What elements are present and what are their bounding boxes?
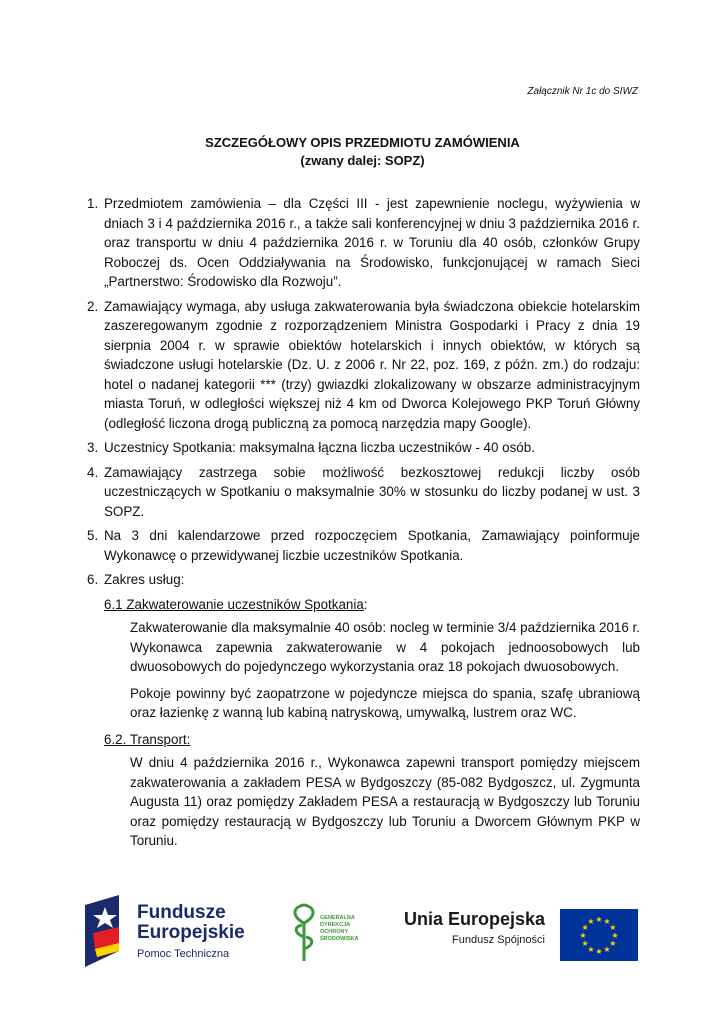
item-text: Uczestnicy Spotkania: maksymalna łączna liczba uczestników - 40 osób. — [104, 440, 535, 455]
title-line-1: SZCZEGÓŁOWY OPIS PRZEDMIOTU ZAMÓWIENIA — [205, 135, 520, 150]
list-item — [87, 297, 640, 434]
annex-label: Załącznik Nr 1c do SIWZ — [527, 86, 638, 97]
eu-flag — [560, 909, 638, 961]
gdos-line-3: OCHRONY — [320, 929, 349, 935]
subsection-heading-text: 6.1 Zakwaterowanie uczestników Spotkania — [104, 596, 364, 612]
list-item — [87, 526, 640, 565]
eu-star-icon: ★ — [595, 947, 603, 956]
item-text: Zamawiający zastrzega sobie możliwość bezkosztowej redukcji liczby osób uczestniczących w Spotkaniu o maksymalnie 30% w stosunku do liczby podanej w ust. 3 SOPZ. — [104, 464, 640, 519]
fundusze-europejskie-logo — [85, 895, 255, 967]
ue-line-2: Fundusz Spójności — [452, 934, 545, 946]
document-title — [0, 134, 725, 170]
fe-star-icon — [85, 895, 133, 967]
leaf-icon — [290, 903, 318, 963]
item-text: Zakres usług: — [104, 572, 185, 587]
fe-line-2: Europejskie — [137, 922, 245, 943]
item-text: Przedmiotem zamówienia – dla Części III - jest zapewnienie noclegu, wyżywienia w dniach 3 i 4 października 2016 r., a także sali konferencyjnej w dniu 3 października 2016 r. oraz transportu w dniu 4 października 2016 r. w Toruniu dla 40 osób, członków Grupy Roboczej ds. Ocen Oddziaływania na Środowisko, funkcjonującej w ramach Sieci „Partnerstwo: Środowisko dla Rozwoju”. — [104, 196, 640, 289]
footer-logos — [0, 893, 725, 973]
fe-line-3: Pomoc Techniczna — [137, 948, 230, 960]
title-line-2: (zwany dalej: SOPZ) — [300, 153, 425, 168]
item-text: Zamawiający wymaga, aby usługa zakwaterowania była świadczona obiekcie hotelarskim zaszeregowanym zgodnie z rozporządzeniem Ministra Gospodarki i Pracy z dnia 19 sierpnia 2004 r. w sprawie obiektów hotelarskich i innych obiektów, w których są świadczone usługi hotelarskie (Dz. U. z 2006 r. Nr 22, poz. 169, z późn. zm.) do rodzaju: hotel o nadanej kategorii *** (trzy) gwiazdki zlokalizowany w obszarze administracyjnym miasta Toruń, w odległości większej niż 4 km od Dworca Kolejowego PKP Toruń Główny (odległość liczona drogą publiczną za pomocą narzędzia mapy Google). — [104, 298, 640, 431]
subsection-transport — [104, 730, 640, 851]
subsection-heading: 6.2. Transport: — [104, 731, 191, 747]
eu-star-icon: ★ — [581, 923, 589, 932]
document-body — [87, 194, 640, 858]
gdos-logo — [290, 903, 360, 965]
eu-star-icon: ★ — [579, 931, 587, 940]
eu-star-icon: ★ — [609, 923, 617, 932]
eu-flag-icon — [560, 909, 638, 961]
gdos-line-2: DYREKCJA — [320, 922, 351, 928]
item-text: Na 3 dni kalendarzowe przed rozpoczęciem Spotkania, Zamawiający poinformuje Wykonawcę o przewidywanej liczbie uczestników Spotkania. — [104, 528, 640, 563]
subsection-heading — [104, 595, 640, 615]
eu-star-icon: ★ — [603, 944, 611, 954]
gdos-line-1: GENERALNA — [320, 915, 355, 921]
gdos-line-4: ŚRODOWISKA — [320, 936, 359, 942]
paragraph: Pokoje powinny być zaopatrzone w pojedyncze miejsca do spania, szafę ubraniową oraz łazienkę z wanną lub kabiną natryskową, umywalką, lustrem oraz WC. — [130, 685, 640, 720]
item-number: 3. — [87, 440, 99, 455]
heading-colon: : — [363, 596, 368, 612]
fe-line-1: Fundusze — [137, 902, 226, 923]
item-number: 4. — [87, 464, 99, 480]
item-number: 5. — [87, 528, 99, 543]
paragraph: Zakwaterowanie dla maksymalnie 40 osób: nocleg w terminie 3/4 października 2016 r. Wykonawca zapewnia zakwaterowanie w 4 pokojach jednoosobowych lub dwuosobowych do pojedynczego wykorzystania oraz 18 pokojach dwuosobowych. — [130, 620, 640, 674]
eu-star-icon: ★ — [581, 939, 589, 948]
subsection-accommodation — [104, 595, 640, 723]
eu-star-icon: ★ — [603, 917, 611, 927]
eu-star-icon: ★ — [611, 931, 619, 940]
item-number: 2. — [87, 298, 99, 314]
eu-star-icon: ★ — [595, 915, 603, 924]
unia-europejska-label — [400, 909, 545, 959]
list-item — [87, 194, 640, 292]
eu-star-icon: ★ — [587, 917, 595, 927]
paragraph: W dniu 4 października 2016 r., Wykonawca zapewni transport pomiędzy miejscem zakwaterowania a zakładem PESA w Bydgoszczy (85-082 Bydgoszcz, ul. Zygmunta Augusta 11) oraz pomiędzy Zakładem PESA a restauracją w Bydgoszczy lub Toruniu oraz pomiędzy restauracją w Bydgoszczy lub Toruniu a Dworcem Głównym PKP w Toruniu. — [130, 755, 640, 848]
eu-star-icon: ★ — [609, 939, 617, 948]
list-item — [87, 570, 640, 590]
ue-line-1: Unia Europejska — [403, 909, 545, 929]
item-number: 1. — [87, 196, 99, 211]
eu-star-icon: ★ — [587, 944, 595, 954]
list-item — [87, 438, 640, 458]
list-item — [87, 463, 640, 522]
item-number: 6. — [87, 572, 99, 587]
gdos-text — [320, 915, 359, 943]
